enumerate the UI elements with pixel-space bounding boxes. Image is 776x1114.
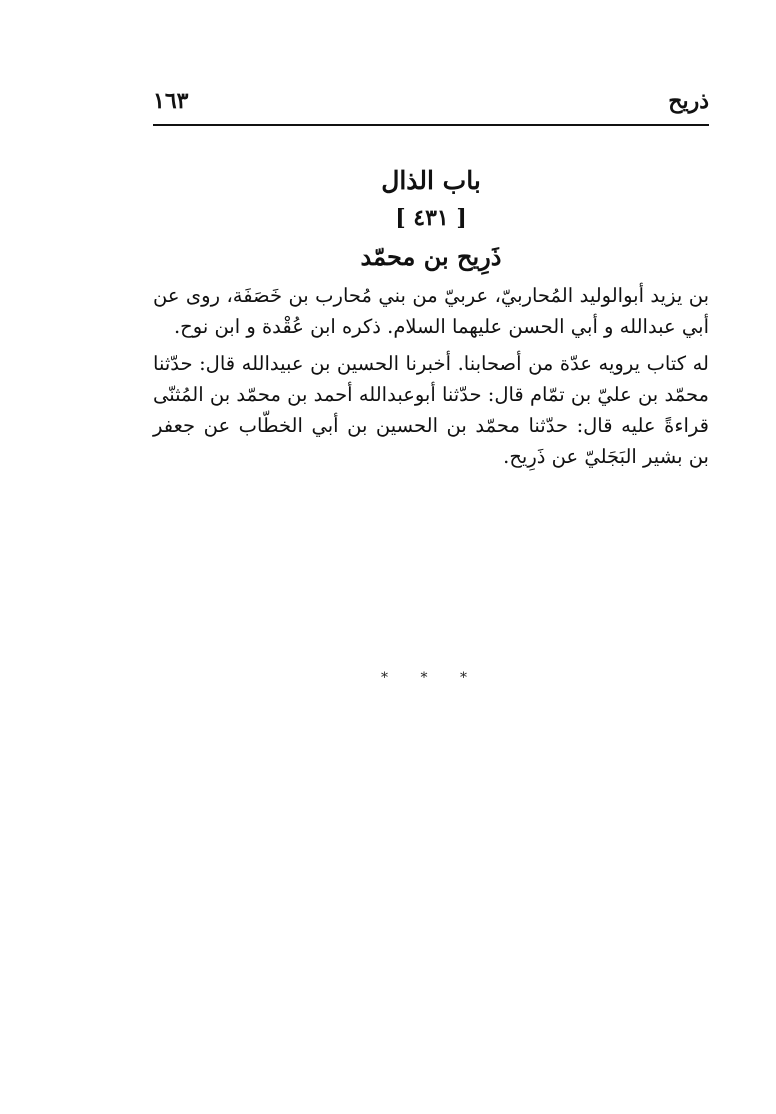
entry-name: ذَرِيح بن محمّد [360, 242, 502, 271]
running-title: ذريح [668, 88, 709, 114]
header-rule [153, 124, 709, 126]
entry-paragraph-transmission: له كتاب يرويه عدّة من أصحابنا. أخبرنا الحسين بن عبيدالله قال: حدّثنا محمّد بن عليّ بن تمّام قال: حدّثنا أبوعبدالله أحمد بن محمّد بن المُثنّى قراءةً عليه قال: حدّثنا محمّد بن الحسين بن أبي الخطّاب عن جعفر بن بشير البَجَليّ عن ذَرِيح. [153, 352, 709, 468]
entry-number: [ ٤٣١ ] [395, 205, 467, 231]
entry-body [153, 280, 709, 472]
page-number: ١٦٣ [153, 88, 189, 114]
running-header [153, 88, 709, 124]
chapter-title: باب الذال [381, 166, 481, 195]
entry-paragraph-biography: بن يزيد أبوالوليد المُحاربيّ، عربيّ من بني مُحارب بن خَصَفَة، روى عن أبي عبدالله و أبي الحسن عليهما السلام. ذكره ابن عُقْدة و ابن نوح. [153, 284, 709, 338]
section-end-ornament: * * * [381, 670, 481, 686]
